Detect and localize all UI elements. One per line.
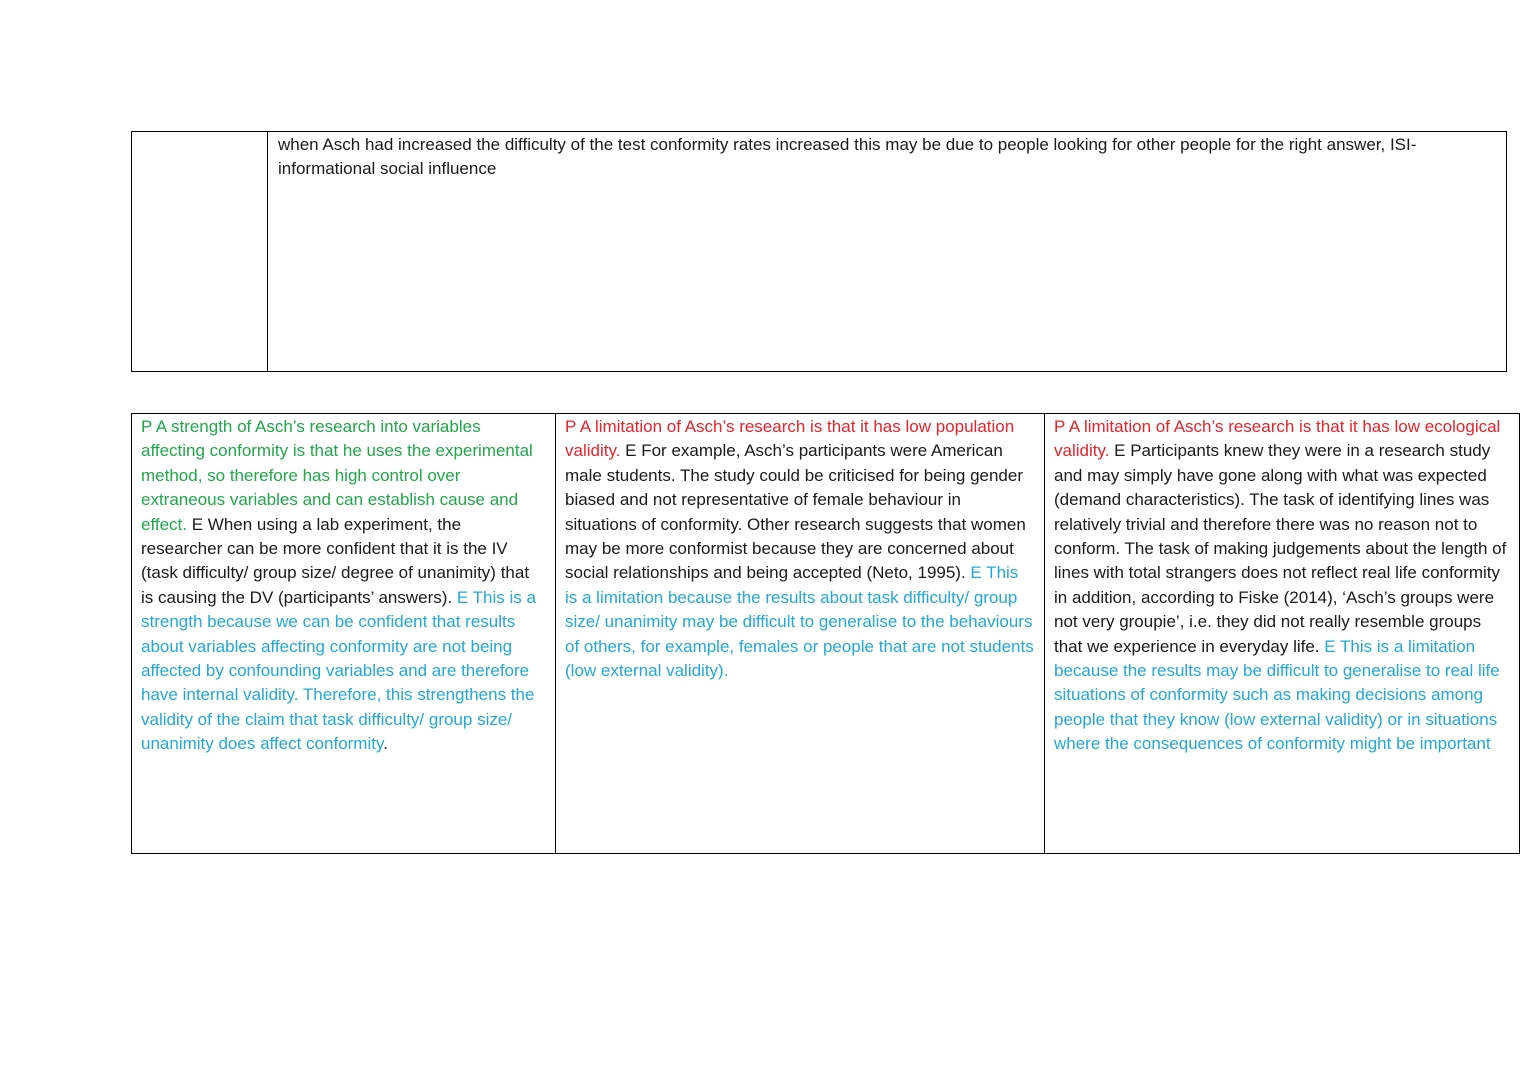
strength-end-punct: .: [383, 734, 388, 754]
population-limitation-explanation: E This is a limitation because the results about task difficulty/ group size/ unanimity may be difficult to generalise to the behaviours of others, for example, females or people that are not students (low external validity).: [565, 563, 1034, 681]
ecological-limitation-explanation: E This is a limitation because the results may be difficult to generalise to real life situations of conformity such as making decisions among people that they know (low external validity) or in situations where the consequences of conformity might be important: [1054, 636, 1500, 754]
strength-cell: [132, 414, 556, 853]
population-limitation-point: P A limitation of Asch’s research is that it has low population validity.: [565, 417, 1015, 461]
strength-explanation: E This is a strength because we can be confident that results about variables affecting conformity are not being affected by confounding variables and are therefore have internal validity. Therefore, this strengthens the validity of the claim that task difficulty/ group size/ unanimity does affect conformity: [141, 587, 536, 754]
ecological-limitation-evidence: E Participants knew they were in a research study and may simply have gone along with what was expected (demand characteristics). The task of identifying lines was relatively trivial and therefore there was no reason not to conform. The task of making judgements about the length of lines with total strangers does not reflect real life conformity in addition, according to Fiske (2014), ‘Asch’s groups were not very groupie’, i.e. they did not really resemble groups that we experience in everyday life.: [1054, 441, 1507, 656]
evaluation-table: [131, 413, 1520, 854]
strength-evidence: E When using a lab experiment, the researcher can be more confident that it is the IV (task difficulty/ group size/ degree of unanimity) that is causing the DV (participants’ answers).: [141, 514, 530, 607]
population-limitation-evidence: E For example, Asch’s participants were American male students. The study could be criticised for being gender biased and not representative of female behaviour in situations of conformity. Other research suggests that women may be more conformist because they are concerned about social relationships and being accepted (Neto, 1995).: [565, 441, 1026, 583]
strength-point: P A strength of Asch’s research into variables affecting conformity is that he uses the experimental method, so therefore has high control over extraneous variables and can establish cause and effect.: [141, 417, 533, 534]
ecological-limitation-cell: [1045, 414, 1519, 853]
isi-explanation-text: when Asch had increased the difficulty of the test conformity rates increased this may be due to people looking for other people for the right answer, ISI- informational social influence: [278, 135, 1417, 179]
population-limitation-cell: [556, 414, 1045, 853]
ecological-limitation-point: P A limitation of Asch’s research is that it has low ecological validity.: [1054, 417, 1501, 461]
top-table-empty-cell: [132, 132, 268, 371]
top-table-text-cell: [268, 132, 1506, 371]
top-table: [131, 131, 1507, 372]
